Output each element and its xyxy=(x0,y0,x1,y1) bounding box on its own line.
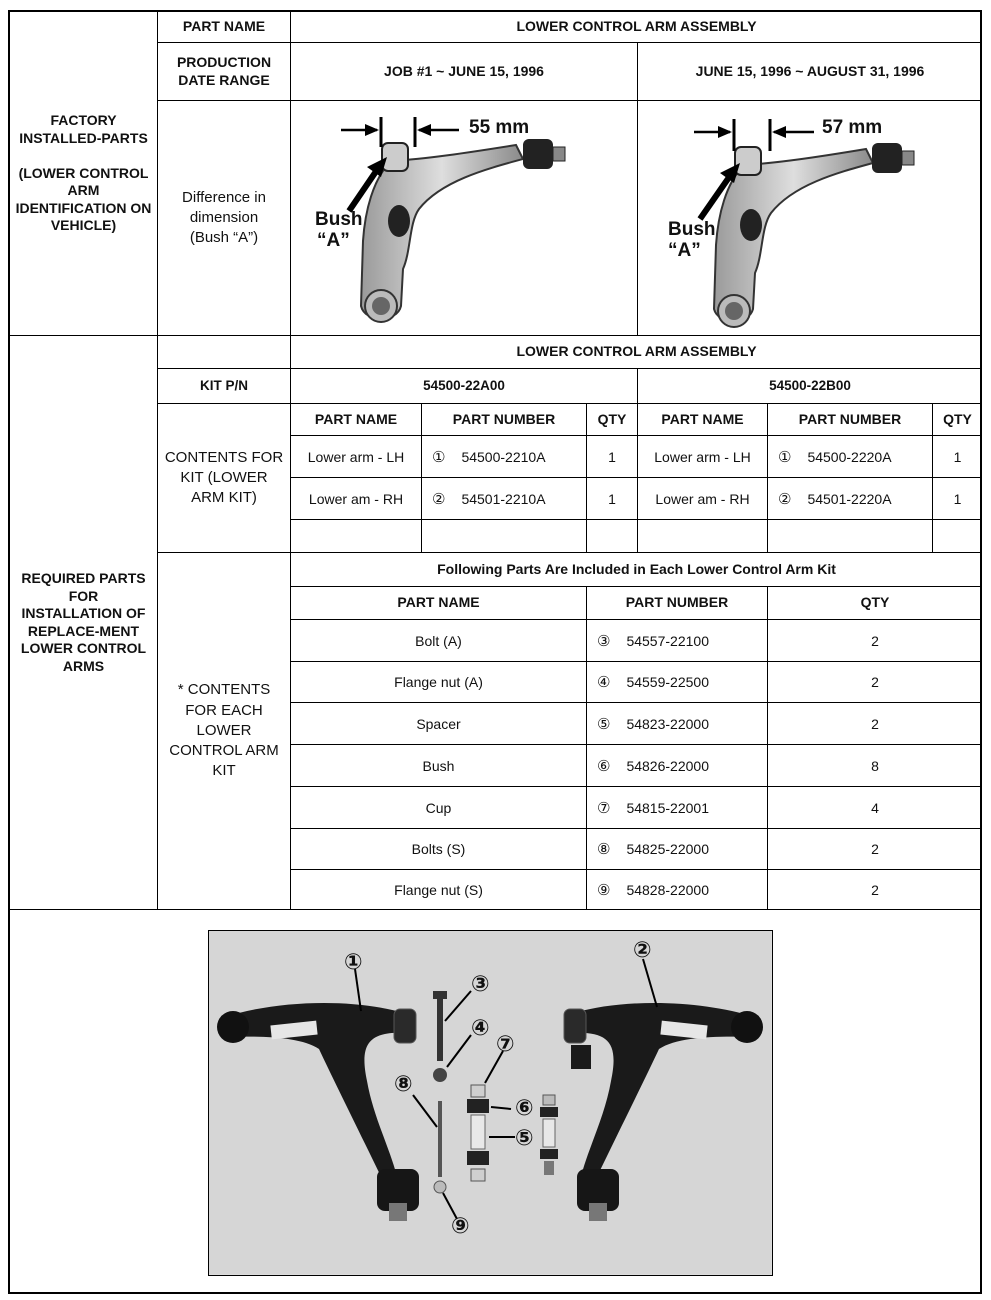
part-ref-marker: ④ xyxy=(597,674,611,691)
included-row-number-cell xyxy=(587,745,767,786)
kit-b-row-number-cell xyxy=(768,478,932,519)
kit-pn-b: 54500-22B00 xyxy=(769,377,851,393)
assembly-header: LOWER CONTROL ARM ASSEMBLY xyxy=(516,343,757,360)
included-row-number: 54815-22001 xyxy=(626,799,709,816)
photo-callout-5: ⑤ xyxy=(515,1125,534,1150)
bush-label-a-line1: Bush xyxy=(315,209,363,230)
included-row-number: 54559-22500 xyxy=(626,674,709,690)
kit-a-row-name: Lower am - RH xyxy=(308,490,404,507)
kit-b-col-part-name: PART NAME xyxy=(661,410,744,427)
included-row-number-cell xyxy=(587,870,767,909)
included-col-qty: QTY xyxy=(860,594,890,611)
part-ref-marker: ⑤ xyxy=(597,715,611,733)
photo-callout-9: ⑨ xyxy=(451,1213,470,1238)
required-side-label: REQUIRED PARTS FOR INSTALLATION OF REPLACE-MENT LOWER CONTROL ARMS xyxy=(20,570,147,674)
photo-callout-3: ③ xyxy=(471,971,490,996)
included-row-number-cell xyxy=(587,703,767,744)
kit-b-row-name: Lower am - RH xyxy=(655,490,750,507)
part-ref-marker: ③ xyxy=(597,632,611,650)
kit-a-col-part-number: PART NUMBER xyxy=(452,410,556,427)
part-ref-marker: ⑦ xyxy=(597,799,611,817)
part-ref-marker: ① xyxy=(778,448,792,466)
included-row-name: Spacer xyxy=(416,715,461,732)
included-row-qty: 2 xyxy=(871,881,879,898)
kit-contents-photo xyxy=(208,930,773,1276)
included-row-qty: 2 xyxy=(871,715,879,732)
kit-b-row-number: 54500-2220A xyxy=(807,448,892,465)
photo-callout-7: ⑦ xyxy=(496,1031,515,1056)
each-kit-label: * CONTENTS FOR EACH LOWER CONTROL ARM KIT xyxy=(169,681,279,780)
bush-label-b-line1: Bush xyxy=(668,219,716,240)
included-row-number: 54825-22000 xyxy=(626,841,709,857)
dimension-label-a: 55 mm xyxy=(469,117,530,138)
included-row-name: Flange nut (A) xyxy=(394,674,483,690)
parts-sheet xyxy=(8,10,982,1294)
part-ref-marker: ⑨ xyxy=(597,881,611,899)
kit-a-col-qty: QTY xyxy=(597,410,627,427)
kit-a-row-name: Lower arm - LH xyxy=(307,448,405,465)
included-row-qty: 2 xyxy=(871,674,879,690)
included-row-number: 54828-22000 xyxy=(626,881,709,898)
included-col-part-name: PART NAME xyxy=(397,594,480,611)
dimension-label-b: 57 mm xyxy=(822,117,883,138)
part-name-value: LOWER CONTROL ARM ASSEMBLY xyxy=(516,18,757,35)
kit-a-col-part-name: PART NAME xyxy=(314,410,398,427)
included-row-number-cell xyxy=(587,829,767,869)
date-range-b: JUNE 15, 1996 ~ AUGUST 31, 1996 xyxy=(695,62,925,79)
part-ref-marker: ② xyxy=(778,490,792,508)
contents-kit-label: CONTENTS FOR KIT (LOWER ARM KIT) xyxy=(164,448,284,507)
kit-b-col-qty: QTY xyxy=(943,410,972,427)
kit-a-row-qty: 1 xyxy=(608,448,616,465)
kit-b-row-qty: 1 xyxy=(953,490,962,507)
included-row-qty: 2 xyxy=(871,632,879,649)
kit-b-row-number-cell xyxy=(768,436,932,477)
part-ref-marker: ① xyxy=(432,448,446,466)
included-row-number: 54826-22000 xyxy=(626,757,709,774)
included-row-number-cell xyxy=(587,787,767,828)
production-date-range-label: PRODUCTION DATE RANGE xyxy=(176,54,272,88)
kit-pn-label: KIT P/N xyxy=(199,377,248,393)
included-row-qty: 4 xyxy=(871,799,879,816)
bush-label-b-line2: “A” xyxy=(668,240,701,261)
control-arm-diagram-a xyxy=(291,101,637,335)
kit-parts-illustration xyxy=(209,931,771,1274)
included-row-name: Bush xyxy=(422,757,455,774)
included-col-part-number: PART NUMBER xyxy=(625,594,729,611)
bush-label-a-line2: “A” xyxy=(317,230,350,251)
kit-a-row-qty: 1 xyxy=(608,490,616,507)
control-arm-b-illustration xyxy=(638,101,982,335)
kit-b-row-qty: 1 xyxy=(953,448,962,465)
included-row-name: Bolt (A) xyxy=(415,632,462,649)
included-row-number: 54557-22100 xyxy=(626,632,709,649)
control-arm-diagram-b xyxy=(638,101,982,335)
part-ref-marker: ⑧ xyxy=(597,841,611,858)
included-row-number-cell xyxy=(587,662,767,702)
kit-a-row-number: 54501-2210A xyxy=(461,490,546,507)
part-name-label: PART NAME xyxy=(182,18,266,35)
included-row-name: Flange nut (S) xyxy=(394,881,483,898)
kit-b-row-number: 54501-2220A xyxy=(807,490,892,507)
photo-callout-8: ⑧ xyxy=(394,1071,413,1096)
included-header: Following Parts Are Included in Each Lower Control Arm Kit xyxy=(437,560,836,577)
photo-callout-1: ① xyxy=(344,949,363,974)
included-row-qty: 2 xyxy=(871,841,879,857)
included-row-name: Bolts (S) xyxy=(411,841,466,857)
included-row-number: 54823-22000 xyxy=(626,715,709,732)
kit-b-row-name: Lower arm - LH xyxy=(654,448,751,465)
kit-b-col-part-number: PART NUMBER xyxy=(798,410,902,427)
date-range-a: JOB #1 ~ JUNE 15, 1996 xyxy=(384,62,544,79)
included-row-qty: 8 xyxy=(871,757,879,774)
kit-a-row-number: 54500-2210A xyxy=(461,448,546,465)
part-ref-marker: ⑥ xyxy=(597,757,611,775)
kit-a-row-number-cell xyxy=(422,478,586,519)
part-ref-marker: ② xyxy=(432,490,446,508)
photo-callout-2: ② xyxy=(633,937,652,962)
included-row-number-cell xyxy=(587,620,767,661)
kit-pn-a: 54500-22A00 xyxy=(423,377,505,393)
included-row-name: Cup xyxy=(425,799,452,816)
photo-callout-4: ④ xyxy=(471,1015,490,1040)
difference-label: Difference in dimension (Bush “A”) xyxy=(182,188,266,247)
factory-side-label: FACTORY INSTALLED-PARTS (LOWER CONTROL ARM IDENTIFICATION ON VEHICLE) xyxy=(15,112,152,234)
kit-a-row-number-cell xyxy=(422,436,586,477)
photo-callout-6: ⑥ xyxy=(515,1095,534,1120)
grid-line xyxy=(10,909,982,910)
